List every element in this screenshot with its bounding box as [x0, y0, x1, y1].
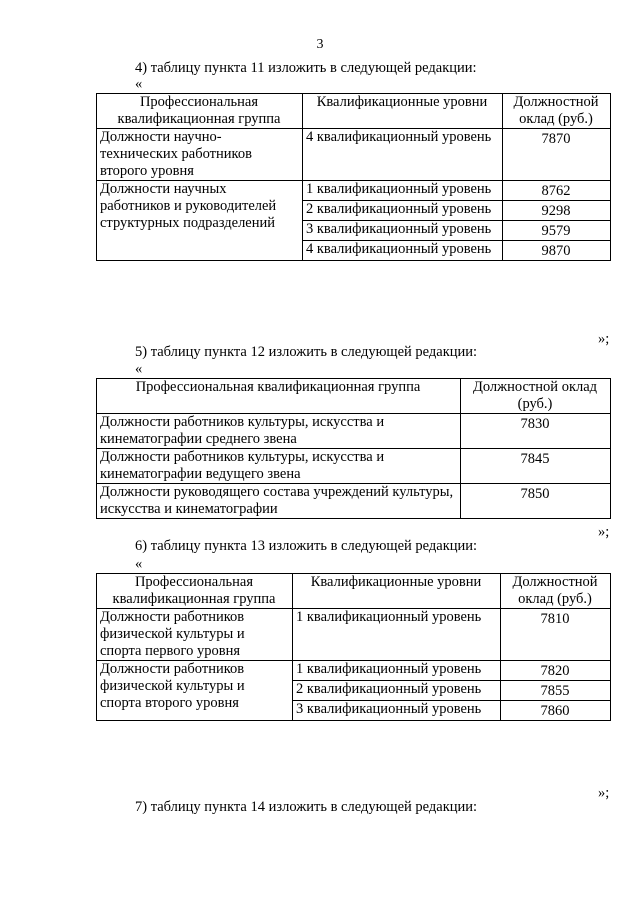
- header-salary: Должностной оклад (руб.): [501, 574, 611, 609]
- level-cell: 2 квалификационный уровень: [293, 681, 501, 701]
- level-cell: 3 квалификационный уровень: [303, 221, 503, 241]
- level-cell: 2 квалификационный уровень: [303, 201, 503, 221]
- section-4-intro: 4) таблицу пункта 11 изложить в следующей редакции:: [135, 60, 477, 76]
- header-salary: Должностной оклад (руб.): [461, 379, 611, 414]
- section-4-open-quote: «: [135, 76, 143, 92]
- section-7-intro: 7) таблицу пункта 14 изложить в следующей редакции:: [135, 799, 478, 815]
- group-cell: Должности работников физической культуры и спорта первого уровня: [97, 609, 293, 661]
- level-cell: 4 квалификационный уровень: [303, 129, 503, 181]
- page-number: 3: [316, 37, 324, 52]
- salary-cell: 9579: [503, 221, 611, 241]
- group-cell: Должности работников культуры, искусства и кинематографии среднего звена: [97, 414, 461, 449]
- header-group: Профессиональная квалификационная группа: [97, 574, 293, 609]
- table-header-row: [97, 574, 611, 609]
- salary-cell: 8762: [503, 181, 611, 201]
- table-row: [97, 449, 611, 484]
- section-6-close-quote: »;: [598, 785, 610, 801]
- level-cell: 1 квалификационный уровень: [293, 609, 501, 661]
- section-5-open-quote: «: [135, 361, 143, 377]
- group-cell: Должности работников физической культуры и спорта второго уровня: [97, 661, 293, 721]
- section-5-close-quote: »;: [598, 524, 610, 540]
- header-group: Профессиональная квалификационная группа: [97, 379, 461, 414]
- table-punkt-13: [96, 573, 611, 721]
- salary-cell: 7820: [501, 661, 611, 681]
- salary-cell: 7845: [461, 449, 611, 484]
- salary-cell: 7855: [501, 681, 611, 701]
- table-header-row: [97, 94, 611, 129]
- salary-cell: 7850: [461, 484, 611, 519]
- section-6-open-quote: «: [135, 556, 143, 572]
- salary-cell: 7870: [503, 129, 611, 181]
- group-cell: Должности научно-технических работников второго уровня: [97, 129, 303, 181]
- table-punkt-12: [96, 378, 611, 519]
- table-row: [97, 661, 611, 681]
- salary-cell: 7810: [501, 609, 611, 661]
- group-cell: Должности работников культуры, искусства и кинематографии ведущего звена: [97, 449, 461, 484]
- section-4-close-quote: »;: [598, 331, 610, 347]
- level-cell: 1 квалификационный уровень: [303, 181, 503, 201]
- table-row: [97, 484, 611, 519]
- level-cell: 3 квалификационный уровень: [293, 701, 501, 721]
- table-header-row: [97, 379, 611, 414]
- table-row: [97, 609, 611, 661]
- header-group: Профессиональная квалификационная группа: [97, 94, 303, 129]
- table-row: [97, 181, 611, 201]
- level-cell: 4 квалификационный уровень: [303, 241, 503, 261]
- salary-cell: 7860: [501, 701, 611, 721]
- header-levels: Квалификационные уровни: [293, 574, 501, 609]
- table-row: [97, 414, 611, 449]
- salary-cell: 7830: [461, 414, 611, 449]
- section-5-intro: 5) таблицу пункта 12 изложить в следующей редакции:: [135, 344, 478, 360]
- salary-cell: 9870: [503, 241, 611, 261]
- header-levels: Квалификационные уровни: [303, 94, 503, 129]
- header-salary: Должностной оклад (руб.): [503, 94, 611, 129]
- table-row: [97, 129, 611, 181]
- group-cell: Должности руководящего состава учреждений культуры, искусства и кинематографии: [97, 484, 461, 519]
- group-cell: Должности научных работников и руководителей структурных подразделений: [97, 181, 303, 261]
- salary-cell: 9298: [503, 201, 611, 221]
- section-6-intro: 6) таблицу пункта 13 изложить в следующей редакции:: [135, 538, 478, 554]
- table-punkt-11: [96, 93, 611, 261]
- level-cell: 1 квалификационный уровень: [293, 661, 501, 681]
